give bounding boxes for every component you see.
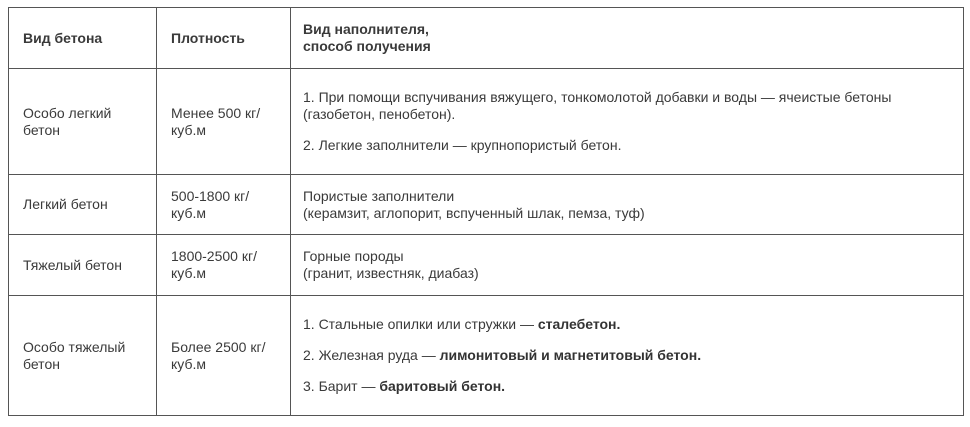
filler-p1-line1: 1. При помощи вспучивания вяжущего, тонкомолотой добавки и воды — ячеистые бетоны (303, 89, 892, 105)
table-header-row (9, 8, 964, 69)
type-line2: бетон (23, 121, 60, 138)
type-line1: Легкий бетон (23, 196, 108, 212)
header-concrete-type: Вид бетона (9, 8, 157, 69)
concrete-types-table (8, 7, 964, 416)
filler-p1-prefix: 1. Стальные опилки или стружки — (303, 316, 538, 332)
density-line2: куб.м (171, 204, 206, 221)
cell-concrete-type (9, 69, 157, 175)
filler-paragraph (303, 316, 963, 333)
cell-concrete-type (9, 235, 157, 296)
density-line1: Менее 500 кг/ (171, 104, 261, 121)
cell-concrete-type (9, 296, 157, 416)
table-row (9, 296, 964, 416)
concrete-table-container (8, 7, 964, 416)
filler-line2: (гранит, известняк, диабаз) (303, 265, 479, 281)
table-row (9, 69, 964, 175)
type-line1: Тяжелый бетон (23, 256, 122, 273)
table-row (9, 235, 964, 296)
filler-p3-bold: баритовый бетон. (379, 378, 506, 394)
header-filler-line1: Вид наполнителя, (303, 21, 429, 37)
filler-paragraph (303, 378, 963, 395)
header-filler-line2: способ получения (303, 38, 431, 54)
density-line2: куб.м (171, 265, 206, 281)
filler-p1-line2: (газобетон, пенобетон). (303, 106, 456, 122)
header-density: Плотность (157, 8, 291, 69)
cell-filler (291, 296, 964, 416)
filler-p2-bold: лимонитовый и магнетитовый бетон. (439, 347, 702, 363)
density-line1: Более 2500 кг/ (171, 338, 266, 355)
filler-p1-bold: сталебетон. (537, 316, 621, 332)
filler-paragraph: 2. Легкие заполнители — крупнопористый бетон. (303, 137, 622, 153)
type-line1: Особо тяжелый (23, 338, 126, 355)
filler-paragraph (303, 89, 963, 123)
density-line1: 1800-2500 кг/ (171, 248, 257, 264)
cell-density (157, 175, 291, 235)
cell-concrete-type (9, 175, 157, 235)
type-line2: бетон (23, 355, 60, 372)
density-line1: 500-1800 кг/ (171, 187, 250, 204)
filler-line2: (керамзит, аглопорит, вспученный шлак, пемза, туф) (303, 204, 645, 221)
filler-p2-prefix: 2. Железная руда — (303, 347, 440, 363)
filler-line1: Пористые заполнители (303, 187, 455, 204)
density-line2: куб.м (171, 355, 206, 372)
cell-density (157, 69, 291, 175)
cell-filler (291, 235, 964, 296)
cell-density (157, 296, 291, 416)
filler-p3-prefix: 3. Барит — (303, 378, 380, 394)
type-line1: Особо легкий (23, 104, 112, 121)
cell-filler (291, 175, 964, 235)
cell-filler (291, 69, 964, 175)
filler-line1: Горные породы (303, 248, 404, 264)
table-row (9, 175, 964, 235)
header-filler (291, 8, 964, 69)
density-line2: куб.м (171, 121, 206, 138)
cell-density (157, 235, 291, 296)
filler-paragraph (303, 347, 963, 364)
